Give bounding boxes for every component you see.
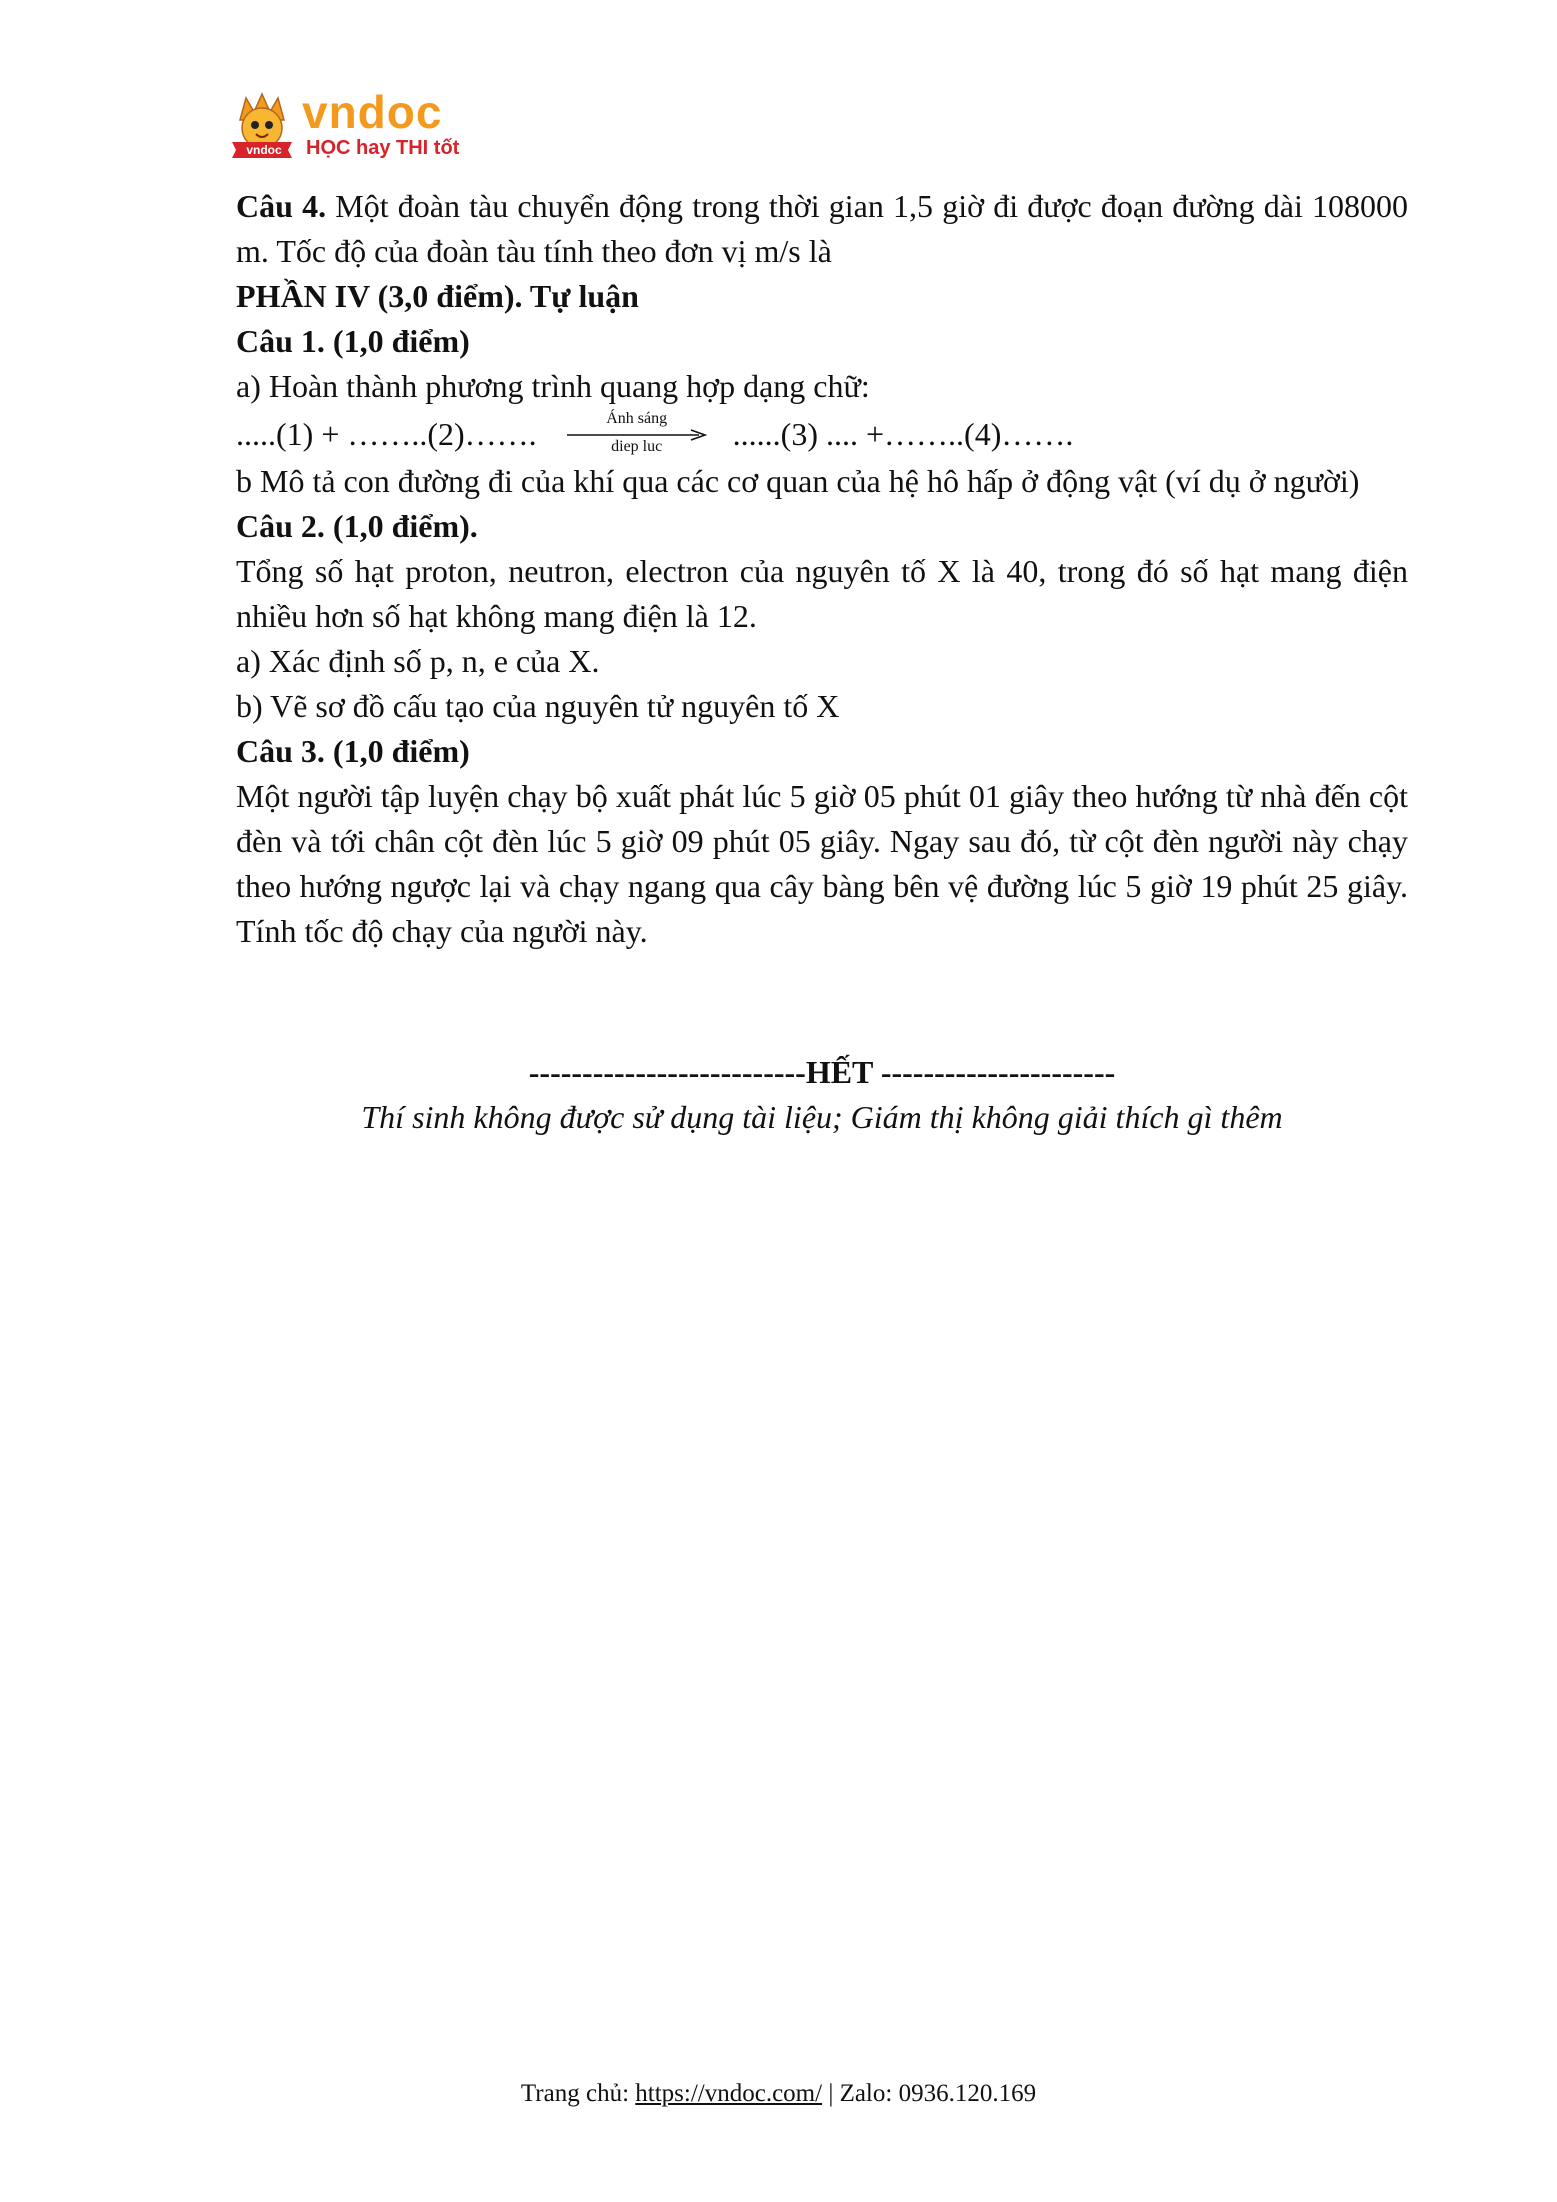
question-4-label: Câu 4.: [236, 188, 327, 224]
q1-part-b: b Mô tả con đường đi của khí qua các cơ quan của hệ hô hấp ở động vật (ví dụ ở người): [236, 463, 1360, 499]
q3-heading: Câu 3. (1,0 điểm): [236, 733, 470, 769]
exam-content: [236, 184, 1408, 954]
q2-heading: Câu 2. (1,0 điểm).: [236, 508, 478, 544]
q3-text: Một người tập luyện chạy bộ xuất phát lúc 5 giờ 05 phút 01 giây theo hướng từ nhà đến cột đèn và tới chân cột đèn lúc 5 giờ 09 phút 05 giây. Ngay sau đó, từ cột đèn người này chạy theo hướng ngược lại và chạy ngang qua cây bàng bên vệ đường lúc 5 giờ 19 phút 25 giây. Tính tốc độ chạy của người này.: [236, 778, 1408, 949]
footer-link[interactable]: https://vndoc.com/: [635, 2080, 823, 2107]
end-line: --------------------------HẾT ----------------------: [528, 1054, 1116, 1090]
q1-part-a: a) Hoàn thành phương trình quang hợp dạng chữ:: [236, 368, 870, 404]
arrow-bottom-label: diep luc: [611, 437, 663, 455]
arrow-top-label: Ánh sáng: [606, 409, 668, 427]
q2-part-a: a) Xác định số p, n, e của X.: [236, 643, 600, 679]
equation-right: ......(3) .... +……..(4)…….: [732, 416, 1074, 453]
logo-brand: vndoc: [302, 86, 443, 138]
logo-badge: vndoc: [246, 143, 282, 157]
question-4-text: Một đoàn tàu chuyển động trong thời gian 1,5 giờ đi được đoạn đường dài 108000 m. Tốc độ của đoàn tàu tính theo đơn vị m/s là: [236, 188, 1409, 269]
part-4-heading: PHẦN IV (3,0 điểm). Tự luận: [236, 278, 639, 314]
end-note: Thí sinh không được sử dụng tài liệu; Giám thị không giải thích gì thêm: [361, 1099, 1283, 1135]
vndoc-logo: [232, 86, 462, 166]
end-block: [236, 1050, 1408, 1140]
reaction-arrow: [567, 409, 707, 458]
q1-heading: Câu 1. (1,0 điểm): [236, 323, 470, 359]
photosynthesis-equation: [236, 409, 1408, 459]
question-4: [236, 184, 1408, 274]
logo-slogan: HỌC hay THI tốt: [306, 137, 460, 159]
footer-prefix: Trang chủ:: [520, 2080, 636, 2107]
footer-suffix: | Zalo: 0936.120.169: [822, 2080, 1037, 2107]
equation-left: .....(1) + ……..(2)…….: [236, 416, 537, 453]
page-footer: [0, 2078, 1557, 2110]
q2-text: Tổng số hạt proton, neutron, electron của nguyên tố X là 40, trong đó số hạt mang điện nhiều hơn số hạt không mang điện là 12.: [236, 553, 1408, 634]
q2-part-b: b) Vẽ sơ đồ cấu tạo của nguyên tử nguyên tố X: [236, 688, 840, 724]
